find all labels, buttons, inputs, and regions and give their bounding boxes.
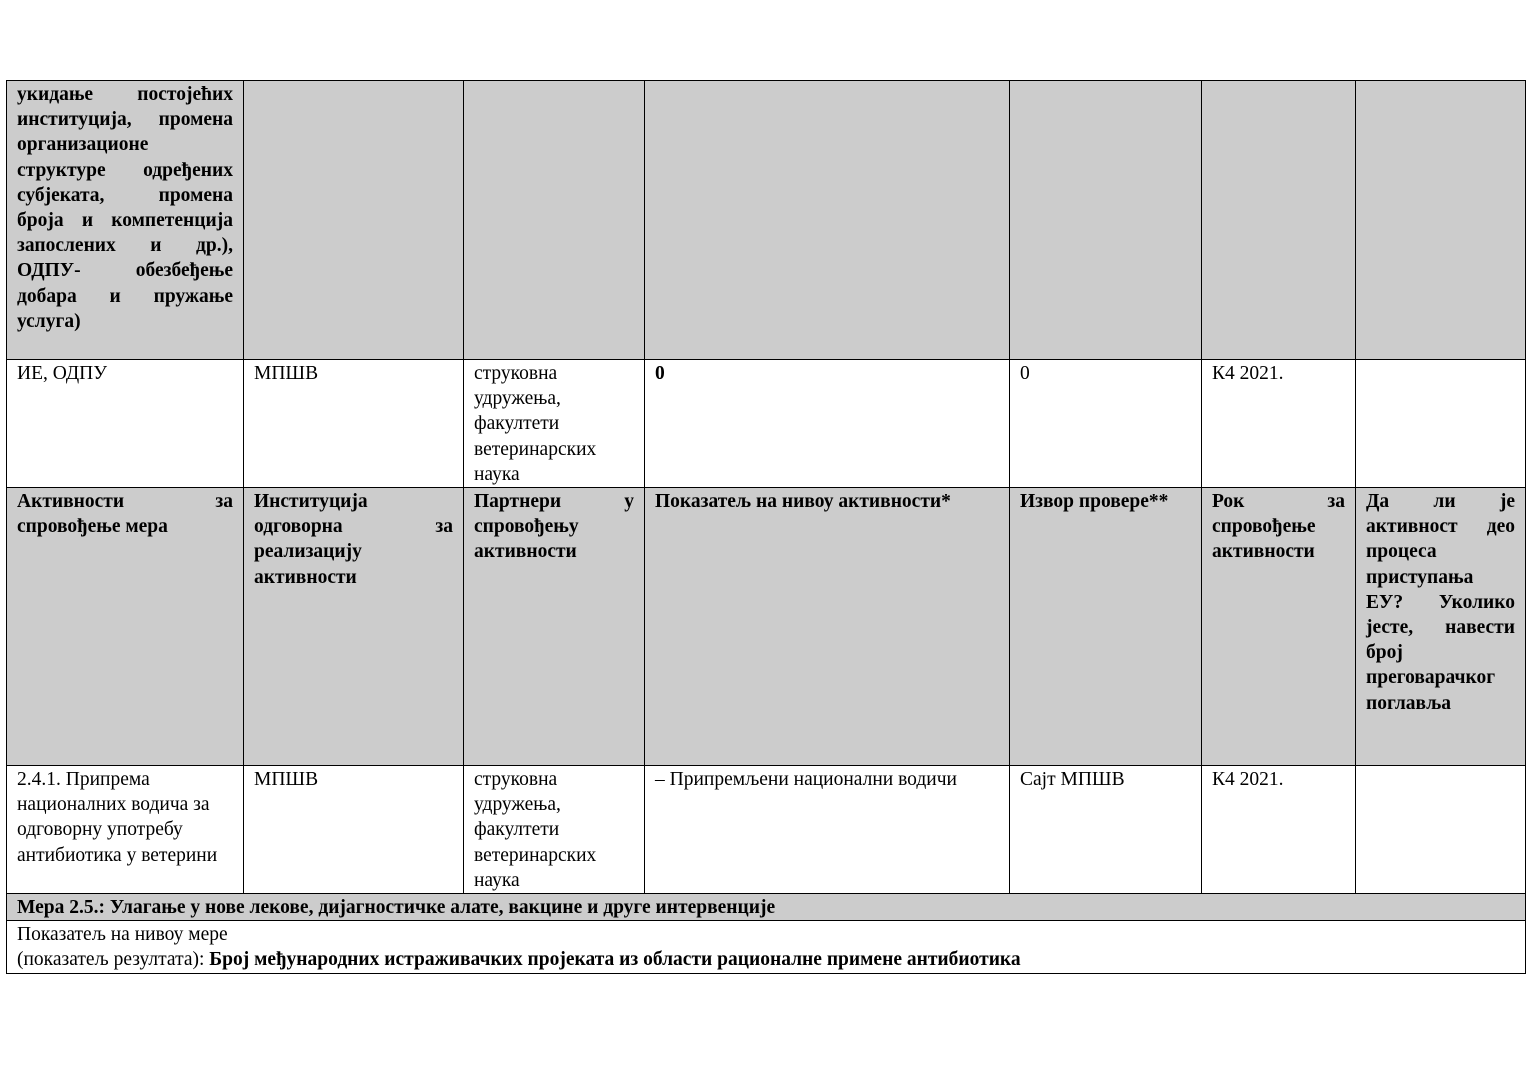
measure-indicator-cell xyxy=(7,921,1526,973)
cell-institution: МПШВ xyxy=(244,766,464,894)
cell-institution: МПШВ xyxy=(244,360,464,488)
cell-indicator: – Припремљени национални водичи xyxy=(645,766,1010,894)
table-header-row xyxy=(7,488,1526,766)
cell-empty xyxy=(645,81,1010,360)
indicator-row xyxy=(7,921,1526,973)
cell-empty xyxy=(464,81,645,360)
cell-empty xyxy=(1010,81,1202,360)
header-indicator: Показатељ на нивоу активности* xyxy=(645,488,1010,766)
document-page xyxy=(6,80,1525,974)
header-institution: Институција одговорна за реализацију активности xyxy=(244,488,464,766)
header-partners: Партнери у спровођењу активности xyxy=(464,488,645,766)
table-row-continuation xyxy=(7,81,1526,360)
cell-empty xyxy=(1356,81,1526,360)
cell-empty xyxy=(1202,81,1356,360)
indicator-value: Број међународних истраживачких пројеката из области рационалне примене антибиотика xyxy=(209,949,1021,971)
cell-eu-accession xyxy=(1356,766,1526,894)
header-activities: Активности за спровођење мера xyxy=(7,488,244,766)
header-source: Извор провере** xyxy=(1010,488,1202,766)
cell-indicator: 0 xyxy=(645,360,1010,488)
cell-eu-accession xyxy=(1356,360,1526,488)
measure-row xyxy=(7,894,1526,921)
header-eu-accession: Да ли је активност део процеса приступања ЕУ? Уколико јесте, навести број преговарачког поглавља xyxy=(1356,488,1526,766)
indicator-prefix: (показатељ резултата): xyxy=(17,949,210,971)
cell-continuation-text: укидање постојећих институција, промена организационе структуре одређених субјеката, промена броја и компетенција запослених и др.), ОДПУ- обезбеђење добара и пружање услуга) xyxy=(7,81,244,360)
cell-source: Сајт МПШВ xyxy=(1010,766,1202,894)
header-deadline: Рок за спровођење активности xyxy=(1202,488,1356,766)
cell-partners: струковна удружења, факултети ветеринарских наука xyxy=(464,766,645,894)
cell-activity: 2.4.1. Припрема националних водича за одговорну употребу антибиотика у ветерини xyxy=(7,766,244,894)
cell-empty xyxy=(244,81,464,360)
cell-partners: струковна удружења, факултети ветеринарских наука xyxy=(464,360,645,488)
cell-source: 0 xyxy=(1010,360,1202,488)
cell-deadline: К4 2021. xyxy=(1202,766,1356,894)
cell-activity: ИЕ, ОДПУ xyxy=(7,360,244,488)
table-row xyxy=(7,766,1526,894)
measure-title: Мера 2.5.: Улагање у нове лекове, дијагностичке алате, вакцине и друге интервенције xyxy=(7,894,1526,921)
cell-deadline: К4 2021. xyxy=(1202,360,1356,488)
action-plan-table xyxy=(6,80,1526,974)
table-row xyxy=(7,360,1526,488)
indicator-label: Показатељ на нивоу мере xyxy=(17,924,228,946)
